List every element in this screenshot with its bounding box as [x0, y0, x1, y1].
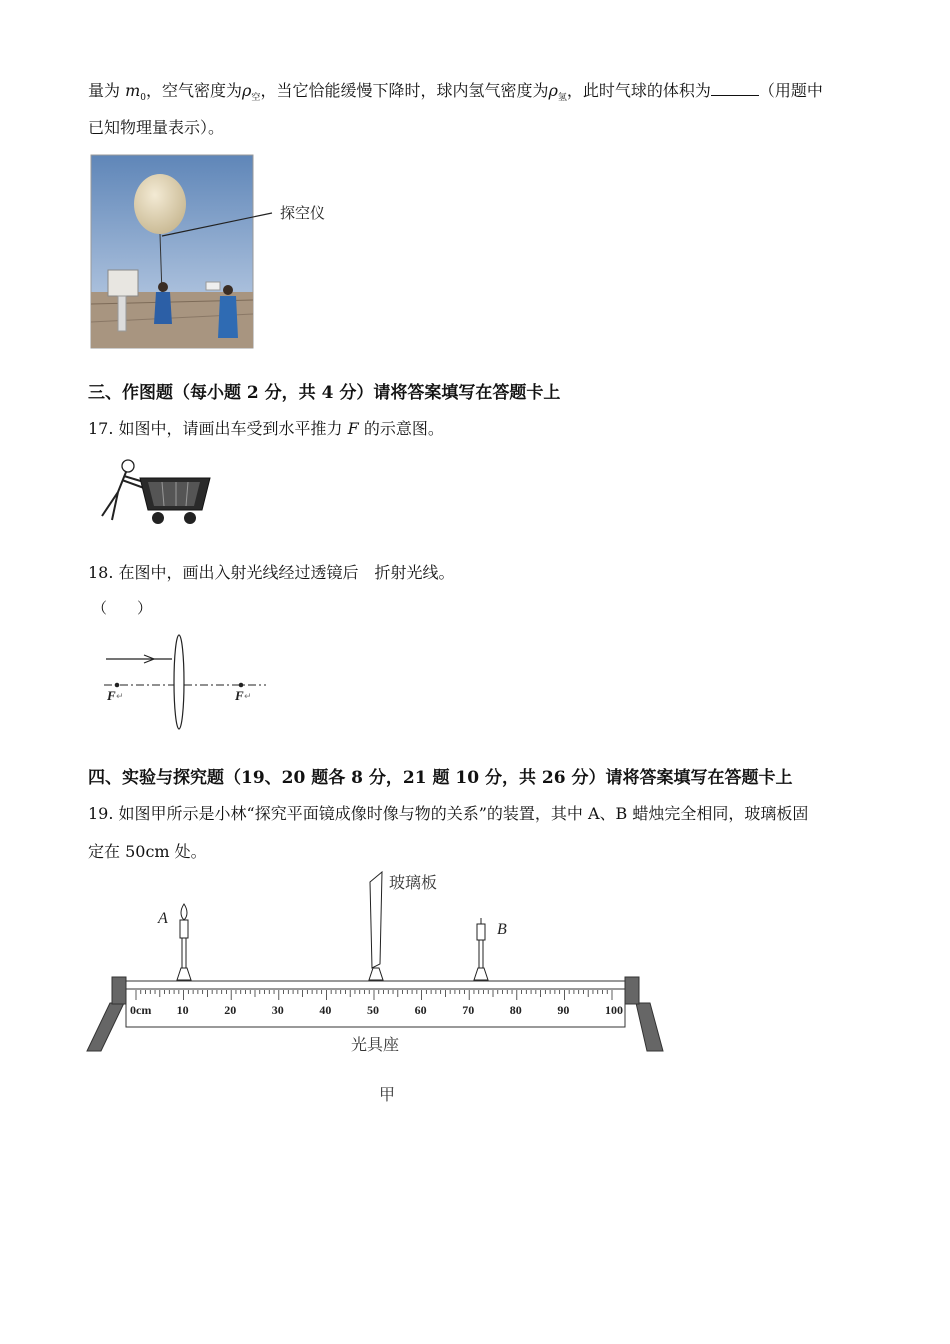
- focus-right-point: [239, 683, 244, 688]
- rho-h-subscript: 氢: [557, 93, 567, 104]
- cart-drawing: [88, 458, 218, 528]
- q17-line: [88, 419, 444, 439]
- candle-a-flame: [181, 904, 187, 920]
- q16-text-d: ，此时气球的体积为: [566, 81, 711, 100]
- cart-wheel-left: [152, 512, 164, 524]
- candle-a-label: A: [158, 910, 168, 927]
- q19-text-1: . 如图甲所示是小林“探究平面镜成像时像与物的关系”的装置，其中 A、B 蜡烛完全相同，玻璃板固: [108, 804, 809, 823]
- optical-bench: [85, 868, 675, 1113]
- q18-line: [88, 563, 455, 583]
- answer-blank[interactable]: [711, 81, 759, 96]
- bench-end-left: [112, 977, 126, 1004]
- q17-number: 17: [88, 419, 109, 438]
- m0-subscript: 0: [140, 93, 146, 104]
- q19-line1: [88, 804, 808, 824]
- q16-text-e: （用题中: [758, 81, 823, 100]
- scale-label: 80: [509, 1003, 522, 1017]
- lens-drawing: [100, 630, 270, 735]
- glass-label: 玻璃板: [389, 873, 438, 892]
- section3-heading: 三、作图题（每小题 2 分，共 4 分）请将答案填写在答题卡上: [88, 383, 561, 403]
- person-head: [122, 460, 134, 472]
- candle-a: [177, 904, 191, 980]
- q18-text: . 在图中，画出入射光线经过透镜后 折射光线。: [108, 563, 455, 582]
- q17-text-b: 的示意图。: [358, 419, 444, 438]
- scale-label: 20: [224, 1003, 237, 1017]
- scale-label: 60: [414, 1003, 427, 1017]
- balloon: [134, 174, 186, 234]
- q18-number: 18: [88, 563, 109, 582]
- m0-symbol: m: [125, 81, 141, 100]
- scale-label: 0cm: [130, 1003, 152, 1017]
- balloon-photo: [90, 154, 350, 349]
- q16-text-c: ，当它恰能缓慢下降时，球内氢气密度为: [260, 81, 549, 100]
- rho-h-symbol: ρ: [548, 81, 558, 100]
- cart-figure: [88, 458, 218, 528]
- focus-left-label: F: [107, 688, 116, 703]
- svg-text:↵: ↵: [244, 692, 252, 702]
- figure-caption: 甲: [379, 1085, 396, 1104]
- q19-number: 19: [88, 804, 109, 823]
- scale-label: 40: [319, 1003, 332, 1017]
- q16-line1: [88, 81, 823, 108]
- scale-label: 70: [462, 1003, 475, 1017]
- bench-leg-left: [87, 1003, 124, 1051]
- candle-b: [474, 918, 488, 980]
- weather-box: [108, 270, 138, 296]
- balloon-label: 探空仪: [280, 204, 326, 222]
- person-left: [154, 292, 172, 324]
- bench-leg-right: [636, 1003, 663, 1051]
- scale-label: 50: [367, 1003, 379, 1017]
- q17-text-a: . 如图中，请画出车受到水平推力: [108, 419, 348, 438]
- lens-figure: [100, 630, 270, 735]
- scale-label: 100: [605, 1003, 623, 1017]
- glass-plate: [369, 872, 383, 980]
- scale-label: 10: [176, 1003, 189, 1017]
- focus-left-point: [115, 683, 120, 688]
- svg-text:↵: ↵: [116, 692, 124, 702]
- focus-right-label: F: [235, 688, 244, 703]
- scale-label: 90: [557, 1003, 570, 1017]
- section4-heading: 四、实验与探究题（19、20 题各 8 分，21 题 10 分，共 26 分）请将答案填写在答题卡上: [88, 768, 793, 788]
- rho-air-subscript: 空: [251, 93, 261, 104]
- optical-bench-figure: [85, 868, 675, 1113]
- q18-paren: （ ）: [92, 599, 153, 617]
- rho-air-symbol: ρ: [242, 81, 252, 100]
- bench-rail: [126, 981, 625, 989]
- person-right: [218, 296, 238, 338]
- q19-line2: 定在 50cm 处。: [88, 842, 207, 861]
- q17-force-symbol: F: [347, 419, 359, 438]
- candle-b-label: B: [497, 921, 507, 938]
- q16-text-a: 量为: [88, 81, 126, 100]
- person-pushing: [102, 472, 144, 520]
- bench-end-right: [625, 977, 639, 1004]
- convex-lens: [174, 635, 184, 729]
- q16-line2: 已知物理量表示）。: [88, 118, 225, 137]
- cart-wheel-right: [184, 512, 196, 524]
- q16-text-b: ，空气密度为: [146, 81, 243, 100]
- balloon-photo-figure: [90, 154, 350, 349]
- scale-label: 30: [271, 1003, 284, 1017]
- bench-label: 光具座: [351, 1035, 400, 1054]
